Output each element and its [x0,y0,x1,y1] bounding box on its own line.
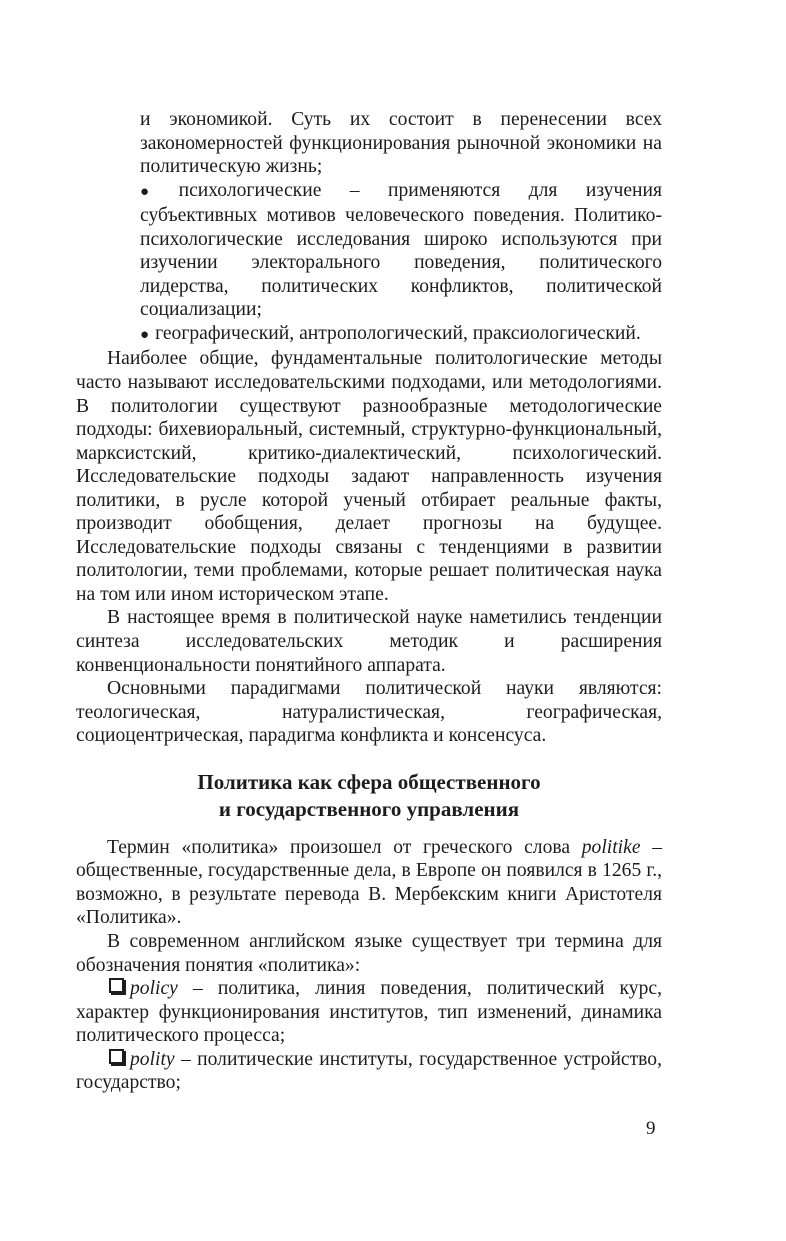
paragraph-trends: В настоящее время в политической науке наметились тенденции синтеза исследовательских методик и расширения конвенциональности понятийного аппарата. [76,607,662,676]
paragraph-paradigms: Основными парадигмами политической науки являются: теологическая, натуралистическая, географическая, социоцентрическая, парадигма конфликта и консенсуса. [76,678,662,747]
bullet-icon: ● [140,183,173,200]
page-number: 9 [646,1118,656,1139]
heading-line-2: и государственного управления [218,796,520,821]
bullet-geographical: ● географический, антропологический, праксиологический. [140,322,641,344]
paragraph-economic-continued: и экономикой. Суть их состоит в перенесении всех закономерностей функционирования рыночной экономики на политическую жизнь; [140,109,662,178]
checkbox-bullet-icon [109,978,124,993]
list-item-policy: policy – политика, линия поведения, политический курс, характер функционирования институтов, тип изменений, динамика политического процесса; [76,978,662,1047]
heading-line-1: Политика как сфера общественного [197,769,541,794]
bullet-psychological: ● психологические – применяются для изучения субъективных мотивов человеческого поведения. Политико-психологические исследования широко используются при изучении электорального поведения, политического лидерства, политических конфликтов, политической социализации; [140,179,663,321]
paragraph-methods: Наиболее общие, фундаментальные политологические методы часто называют исследовательскими подходами, или методологиями. В политологии существуют разнообразные методологические подходы: бихевиоральный, системный, структурно-функциональный, марксистский, критико-диалектический, психологический. Исследовательские подходы задают направленность изучения политики, в русле которой ученый отбирает реальные факты, производит обобщения, делает прогнозы на будущее. Исследовательские подходы связаны с тенденциями в развитии политологии, теми проблемами, которые решает политическая наука на том или ином историческом этапе. [76,348,662,605]
checkbox-bullet-icon [109,1049,124,1064]
list-item-polity: polity – политические институты, государственное устройство, государство; [76,1048,662,1094]
body-text [76,108,662,1095]
paragraph-english-terms: В современном английском языке существует три термина для обозначения понятия «политика»: [76,930,662,976]
paragraph-term-origin: Термин «политика» произошел от греческого слова politike – общественные, государственные дела, в Европе он появился в 1265 г., возможно, в результате перевода В. Мербекским книги Аристотеля «Политика». [76,836,662,929]
bullet-icon: ● [140,326,150,343]
section-heading [76,769,662,823]
